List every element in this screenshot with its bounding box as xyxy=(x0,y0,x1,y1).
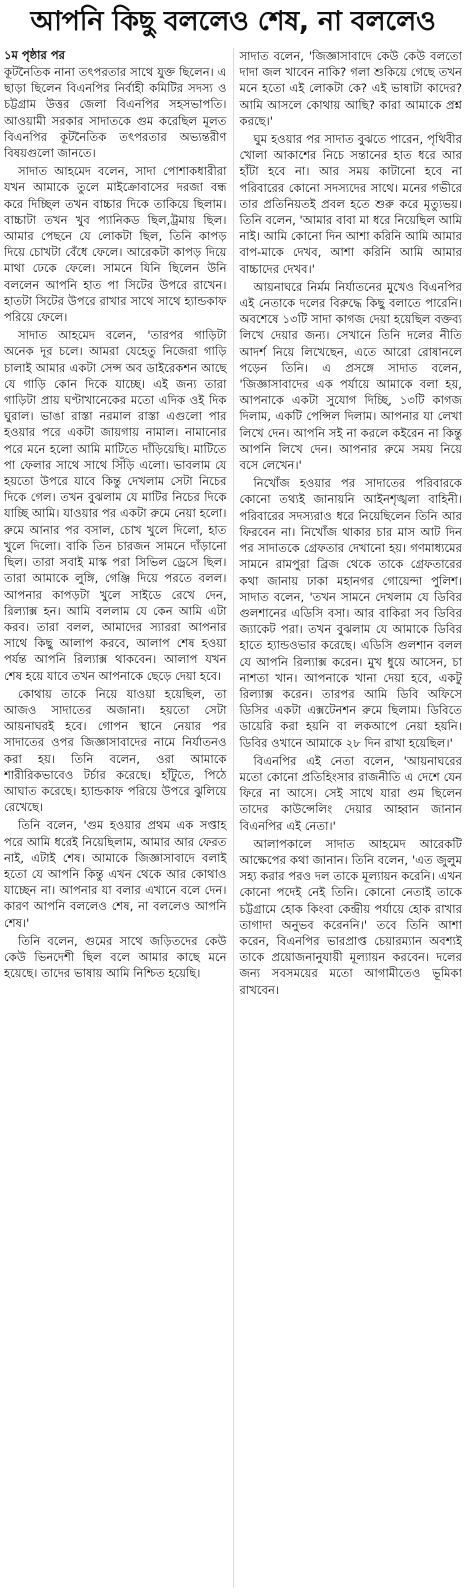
paragraph: তিনি বলেন, 'গুম হওয়ার প্রথম এক সপ্তাহ পরে আমি ধরেই নিয়েছিলাম, আমার আর ফেরত নাই, এটাই শেষ। আমাকে জিজ্ঞাসাবাদে বলাই হতো যে আপনি কিন্তু এখন থেকে আর কোথাও যাচ্ছেন না। আপনার যা বলার এখানে বলে দেন। কারণ আপনি বললেও শেষ, না বললেও আপনি শেষ।' xyxy=(4,818,227,930)
continuation-label: ১ম পৃষ্ঠার পর xyxy=(4,48,65,62)
paragraph: বিএনপির এই নেতা বলেন, 'আয়নাঘরের মতো কোনো প্রতিহিংসার রাজনীতি এ দেশে যেন ফিরে না আসে। সেই সাথে যারা গুম ছিলেন তাদের কাউন্সেলিং দেয়ার আহ্বান জানান বিএনপির এই নেতা।' xyxy=(239,753,462,833)
paragraph: সাদাত বলেন, 'জিজ্ঞাসাবাদে কেউ কেউ বলতো দাদা জল খাবেন নাকি? গলা শুকিয়ে গেছে তখন মনে হতো এই লোকটা কে? এই ভাষাটা কাদের? আমি আসলে কোথায় আছি? কারা আমাকে প্রশ্ন করছে।' xyxy=(239,49,462,128)
column-divider xyxy=(233,48,234,1588)
paragraph: কূটনৈতিক নানা তৎপরতার সাথে যুক্ত ছিলেন। এ ছাড়া ছিলেন বিএনপির নির্বাহী কমিটির সদস্য ও চট্টগ্রাম উত্তর জেলা বিএনপির সহসভাপতি। আওয়ামী সরকার সাদাতকে গুম করেছিল মূলত বিএনপির কূটনৈতিক তৎপরতার অভ্যন্তরীণ বিষয়গুলো জানতে। xyxy=(4,65,227,161)
paragraph: কোথায় তাকে নিয়ে যাওয়া হয়েছিল, তা আজও সাদাতের অজানা। হয়তো সেটা আয়নাঘরই হবে। গোপন স্থানে নেয়ার পর সাদাতের ওপর জিজ্ঞাসাবাদের নামে নির্যাতনও করা হয়। তিনি বলেন, ওরা আমাকে শারীরিকভাবেও টর্চার করেছে। হাঁটুতে, পিঠে আঘাত করেছে। হ্যান্ডকাফ পরিয়ে উপরে ঝুলিয়ে রেখেছে। xyxy=(4,686,227,815)
article-headline: আপনি কিছু বললেও শেষ, না বললেও xyxy=(30,5,436,37)
paragraph: আয়নাঘরে নির্মম নির্যাতনের মুখেও বিএনপির এই নেতাকে দলের বিরুদ্ধে কিছু বলাতে পারেনি। অবশেষে ১৩টি সাদা কাগজ দেয়া হয়েছিল বক্তব্য লিখে দেয়ার জন্য। সেখানে তিনি দলের নীতি আদর্শ নিয়ে লিখেছেন, এতে আরো রোষানলে পড়েন তিনি। এ প্রসঙ্গে সাদাত বলেন, 'জিজ্ঞাসাবাদের এক পর্যায়ে আমাকে বলা হয়, আপনাকে একটা সুযোগ দিচ্ছি, ১৩টি কাগজ দিলাম, একটি পেন্সিল দিলাম। আপনার যা লেখা লিখে দেন। আপনি সই না করলে কইরেন না কিন্তু আপনি লিখে দেন। আপনার রুমে সময় নিয়ে বসে লেখেন।' xyxy=(239,279,462,473)
article-column-right xyxy=(239,48,462,1588)
paragraph: সাদাত আহমেদ বলেন, 'তারপর গাড়িটা অনেক দূর চলে। আমরা যেহেতু নিজেরা গাড়ি চালাই আমার একটা সেন্স অব ডাইরেকশন আছে যে গাড়ি কোন দিকে যাচ্ছে। এই জন্য তারা গাড়িটা প্রায় ঘণ্টাখানেকের মতো এদিক ওই দিক ঘুরাল। ভাঙা রাস্তা নরমাল রাস্তা এগুলো পার হওয়ার পরে একটা জায়গায় নামাল। নামানোর পরে মনে হলো আমি মাটিতে দাঁড়িয়েছি। মাটিতে পা ফেলার সাথে সাথে সিঁড়ি এলো। ভাবলাম যে হয়তো উপরে যাবে কিন্তু দেখলাম সেটা নিচের দিকে গেল। তখন বুঝলাম যে মাটির নিচের দিকে যাচ্ছি আমি। যাওয়ার পর একটা রুমে নেয়া হলো। রুমে আনার পর বসাল, চোখ খুলে দিলো, হাত খুলে দিলো। বাকি তিন চারজন সামনে দাঁড়ানো ছিল। তারা সবাই মাস্ক পরা সিভিল ড্রেসে ছিল। তারা আমাকে লুঙ্গি, গেঞ্জি দিয়ে পরতে বলল। আপনার কাপড়টা খুলে সাইডে রেখে দেন, রিল্যাক্স হন। আমি বললাম যে কেন আমি এটা করব। তারা বলল, আমাদের স্যাররা আপনার সাথে কিছু আলাপ করবে, আলাপ শেষ হওয়া পর্যন্ত আপনি রিল্যাক্স থাকবেন। আলাপ যখন শেষ হয়ে যাবে তখন আপনাকে ছেড়ে দেয়া হবে। xyxy=(4,328,227,683)
paragraph: তিনি বলেন, গুমের সাথে জড়িতদের কেউ কেউ ভিনদেশী ছিল বলে আমার কাছে মনে হয়েছে। তাদের ভাষায় আমি নিশ্চিত হয়েছি। xyxy=(4,933,227,981)
paragraph: নিখোঁজ হওয়ার পর সাদাতের পরিবারকে কোনো তথ্যই জানায়নি আইনশৃঙ্খলা বাহিনী। পরিবারের সদস্যরাও ধরে নিয়েছিলেন তিনি আর ফিরবেন না। নিখোঁজ থাকার চার মাস আট দিন পর সাদাতকে গ্রেফতার দেখানো হয়। গণমাধ্যমের সামনে রামপুরা ব্রিজ থেকে তাকে গ্রেফতারের কথা জানায় ঢাকা মহানগর গোয়েন্দা পুলিশ। সাদাত বলেন, 'তখন সামনে দেখলাম যে ডিবির গুলশানের এডিসি বসা। আর বাকিরা সব ডিবির জ্যাকেট পরা। তখন বুঝলাম যে আমাকে ডিবির হাতে হ্যান্ডওভার করেছে। এডিসি গুলশান বলল যে আপনি রিল্যাক্স করেন। মুখ ধুয়ে আসেন, চা নাশতা খান। আপনাকে খানা দেয়া হবে, একটু রিল্যাক্স করেন। তারপর আমি ডিবি অফিসে ডিসির একটা এক্সটেনশন রুমে ছিলাম। ডিবিতে ডায়েরি করা হয়নি বা লকআপে নেয়া হয়নি। ডিবির ওখানে আমাকে ২৮ দিন রাখা হয়েছিল।' xyxy=(239,476,462,750)
paragraph: সাদাত আহমেদ বলেন, সাদা পোশাকধারীরা যখন আমাকে তুলে মাইক্রোবাসের দরজা বন্ধ করে দিচ্ছিল তখন বাচ্চার দিকে তাকিয়ে ছিলাম। বাচ্চাটা তখন খুব প্যানিকড ছিল,ট্রমায় ছিল। আমার পেছনে যে লোকটা ছিল, তিনি কাপড় দিয়ে চোখটা বেঁধে ফেলে। আরেকটা কাপড় দিয়ে মাথা ঢেকে ফেলে। সামনে যিনি ছিলেন উনি বললেন আপনি হাত পা সিটের উপরে রাখেন। হাতটা সিটের উপরে রাখার সাথে সাথে হ্যান্ডকাফ পরিয়ে ফেলে। xyxy=(4,164,227,325)
article-column-left xyxy=(4,48,227,1588)
paragraph: ঘুম হওয়ার পর সাদাত বুঝতে পারেন, পৃথিবীর খোলা আকাশের নিচে সন্তানের হাত ধরে আর হাঁটা হবে না। আর সময় কাটানো হবে না পরিবারের কোনো সদস্যদের সাথে। মনের গভীরে তার প্রতিনিয়তই প্রবল হতে শুরু করে মৃত্যুভয়। তিনি বলেন, 'আমার বাবা মা ধরে নিয়েছিল আমি নাই। আমি কোনো দিন আশা করিনি আমি আমার বাপ-মাকে দেখব, আশা করিনি আমি আমার বাচ্চাদের দেখব।' xyxy=(239,132,462,276)
paragraph: আলাপকালে সাদাত আহমেদ আরেকটি আক্ষেপের কথা জানান। তিনি বলেন, 'এত জুলুম সহ্য করার পরও দল তাকে মূল্যায়ন করেনি। এখন কোনো পদেই নেই তিনি। কোনো নেতাই তাকে চট্টগ্রামে হোক কিংবা কেন্দ্রীয় পর্যায়ে হোক রাখার তাগাদা অনুভব করেননি।' তবে তিনি আশা করেন, বিএনপির ভারপ্রাপ্ত চেয়ারম্যান অবশ্যই তাকে প্রয়োজনানুযায়ী মূল্যায়ন করবেন। দলের জন্য সবসময়ের মতো আগামীতেও ভূমিকা রাখবেন। xyxy=(239,836,462,997)
article-body xyxy=(4,48,462,1588)
